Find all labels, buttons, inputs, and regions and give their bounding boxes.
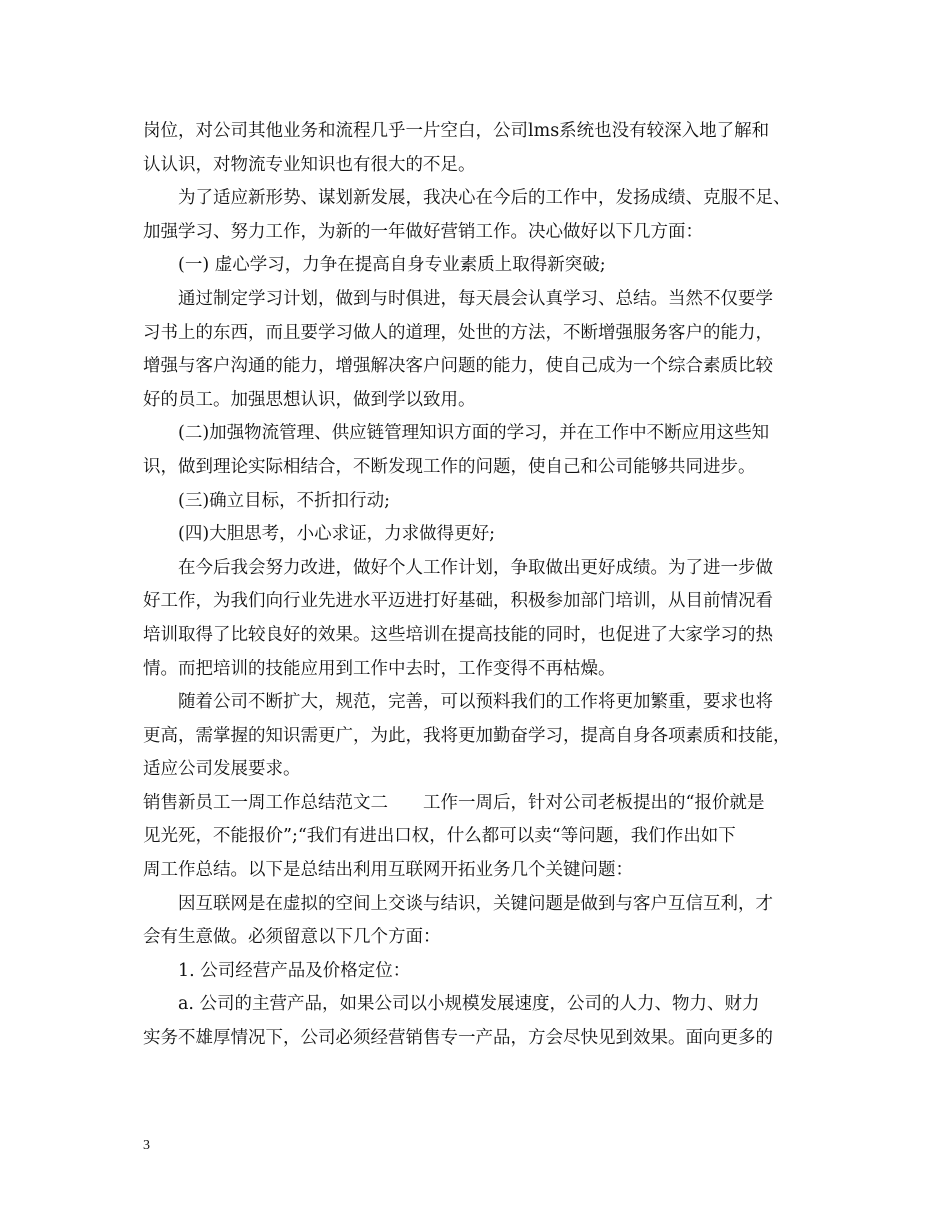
text-line: 在今后我会努力改进，做好个人工作计划，争取做出更好成绩。为了进一步做 (143, 557, 773, 578)
text-line: 因互联网是在虚拟的空间上交谈与结识，关键问题是做到与客户互信互利，才 (143, 893, 773, 914)
text-line: 好工作，为我们向行业先进水平迈进打好基础，积极参加部门培训，从目前情况看 (143, 591, 773, 612)
text-line: 加强学习、努力工作，为新的一年做好营销工作。决心做好以下几方面： (143, 221, 703, 242)
text-line: 增强与客户沟通的能力，增强解决客户问题的能力，使自己成为一个综合素质比较 (143, 356, 773, 377)
text-line: 销售新员工一周工作总结范文二 工作一周后，针对公司老板提出的“报价就是 (143, 792, 765, 813)
text-line: 1. 公司经营产品及价格定位： (143, 960, 411, 981)
text-line: 习书上的东西，而且要学习做人的道理，处世的方法，不断增强服务客户的能力， (143, 322, 773, 343)
text-line: 适应公司发展要求。 (143, 759, 301, 780)
text-line: 随着公司不断扩大，规范，完善，可以预料我们的工作将更加繁重，要求也将 (143, 692, 773, 713)
page-number: 3 (143, 1138, 150, 1153)
text-line: 识，做到理论实际相结合，不断发现工作的问题，使自己和公司能够共同进步。 (143, 456, 756, 477)
text-line: (四)大胆思考，小心求证，力求做得更好; (143, 524, 496, 545)
text-line: 情。而把培训的技能应用到工作中去时，工作变得不再枯燥。 (143, 658, 616, 679)
text-line: 岗位，对公司其他业务和流程几乎一片空白，公司lms系统也没有较深入地了解和 (143, 121, 770, 141)
text-line: 更高，需掌握的知识需更广，为此，我将更加勤奋学习，提高自身各项素质和技能， (143, 725, 791, 746)
body-text (143, 115, 813, 1056)
text-line: 为了适应新形势、谋划新发展，我决心在今后的工作中，发扬成绩、克服不足、 (143, 188, 791, 209)
text-line: 实务不雄厚情况下，公司必须经营销售专一产品，方会尽快见到效果。面向更多的 (143, 1028, 773, 1049)
text-line: 培训取得了比较良好的效果。这些培训在提高技能的同时，也促进了大家学习的热 (143, 624, 773, 645)
text-line: 认认识，对物流专业知识也有很大的不足。 (143, 154, 476, 175)
text-line: a. 公司的主营产品，如果公司以小规模发展速度，公司的人力、物力、财力 (143, 994, 760, 1015)
text-line: 好的员工。加强思想认识，做到学以致用。 (143, 389, 476, 410)
text-line: 通过制定学习计划，做到与时俱进，每天晨会认真学习、总结。当然不仅要学 (143, 288, 773, 309)
text-line: (二)加强物流管理、供应链管理知识方面的学习，并在工作中不断应用这些知 (143, 423, 770, 444)
text-line: (三)确立目标，不折扣行动; (143, 490, 391, 511)
text-line: 见光死，不能报价”;“我们有进出口权，什么都可以卖“等问题，我们作出如下 (143, 826, 736, 847)
text-line: 周工作总结。以下是总结出利用互联网开拓业务几个关键问题： (143, 860, 633, 881)
text-line: 会有生意做。必须留意以下几个方面： (143, 927, 441, 948)
text-line: (一) 虚心学习，力争在提高自身专业素质上取得新突破; (143, 255, 606, 276)
